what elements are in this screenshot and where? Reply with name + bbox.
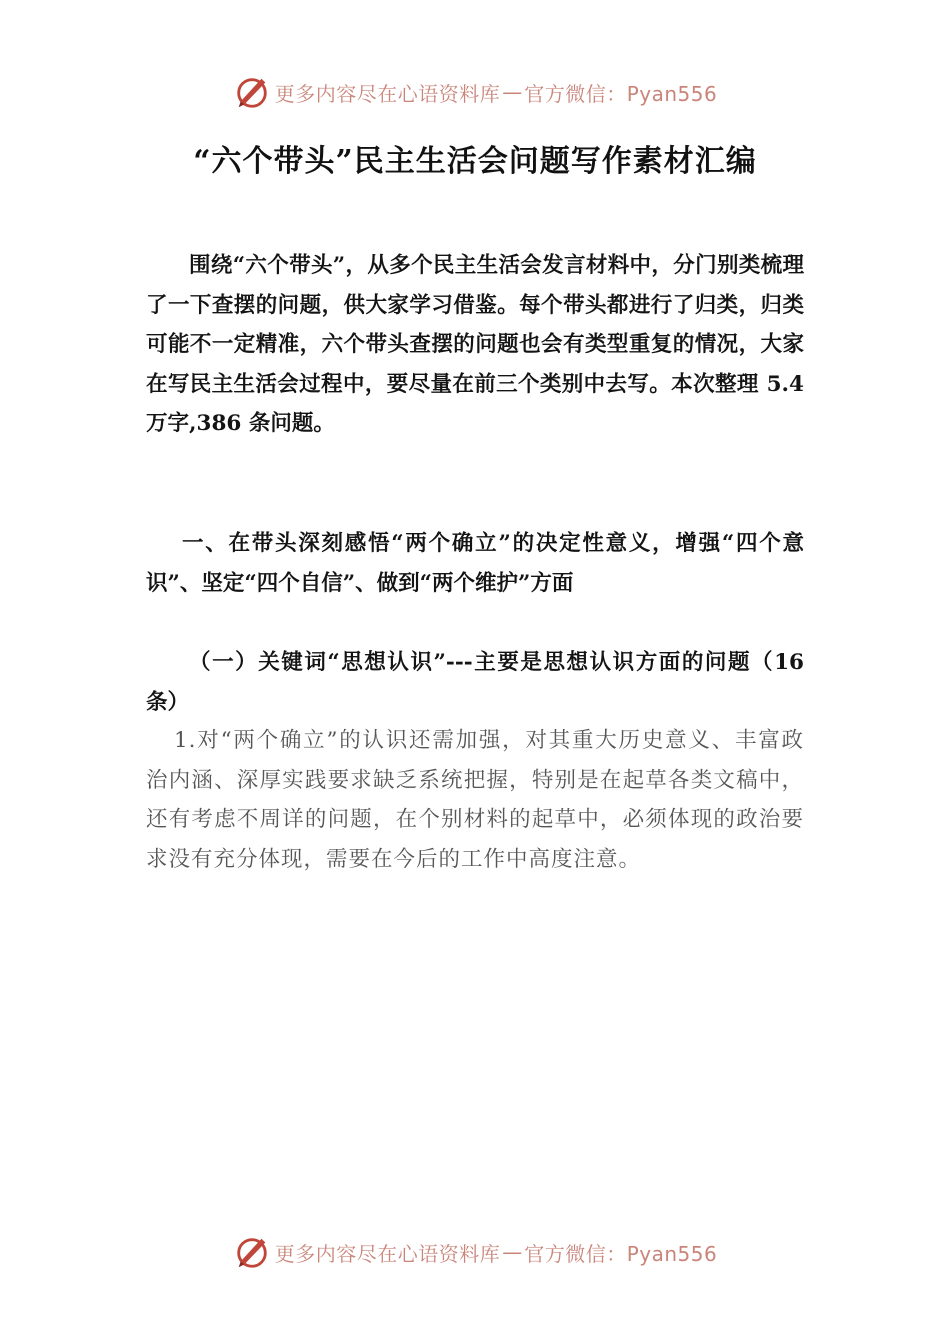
header-watermark [0, 70, 950, 114]
subsection-1-heading: （一）关键词“思想认识”---主要是思想认识方面的问题（16 条） [146, 650, 804, 715]
document-title: “六个带头”民主生活会问题写作素材汇编 [193, 144, 757, 179]
watermark-dash: — [502, 80, 523, 104]
intro-paragraph: 围绕“六个带头”，从多个民主生活会发言材料中，分门别类梳理了一下查摆的问题，供大家学习借鉴。每个带头都进行了归类，归类可能不一定精准，六个带头查摆的问题也会有类型重复的情况，大家在写民主生活会过程中，要尽量在前三个类别中去写。本次整理 5.4 万字,386 条问题。 [146, 253, 804, 436]
watermark-text: 更多内容尽在心语资料库 [274, 1241, 501, 1266]
subsection-1-block [146, 643, 804, 722]
watermark-text: 更多内容尽在心语资料库 [274, 81, 501, 106]
item-1-block [146, 721, 804, 879]
watermark-dash: — [502, 1240, 523, 1264]
watermark-contact: 官方微信：Pyan556 [524, 1241, 718, 1266]
pen-circle-logo-icon [233, 73, 271, 111]
section-1-heading: 一、在带头深刻感悟“两个确立”的决定性意义，增强“四个意识”、坚定“四个自信”、做到“两个维护”方面 [146, 531, 804, 596]
intro-block [146, 246, 804, 444]
footer-watermark [0, 1230, 950, 1274]
section-1-block [146, 524, 804, 603]
item-1-paragraph: 1.对“两个确立”的认识还需加强，对其重大历史意义、丰富政治内涵、深厚实践要求缺乏系统把握，特别是在起草各类文稿中，还有考虑不周详的问题，在个别材料的起草中，必须体现的政治要求没有充分体现，需要在今后的工作中高度注意。 [146, 728, 804, 872]
pen-circle-logo-icon [233, 1233, 271, 1271]
watermark-contact: 官方微信：Pyan556 [524, 81, 718, 106]
